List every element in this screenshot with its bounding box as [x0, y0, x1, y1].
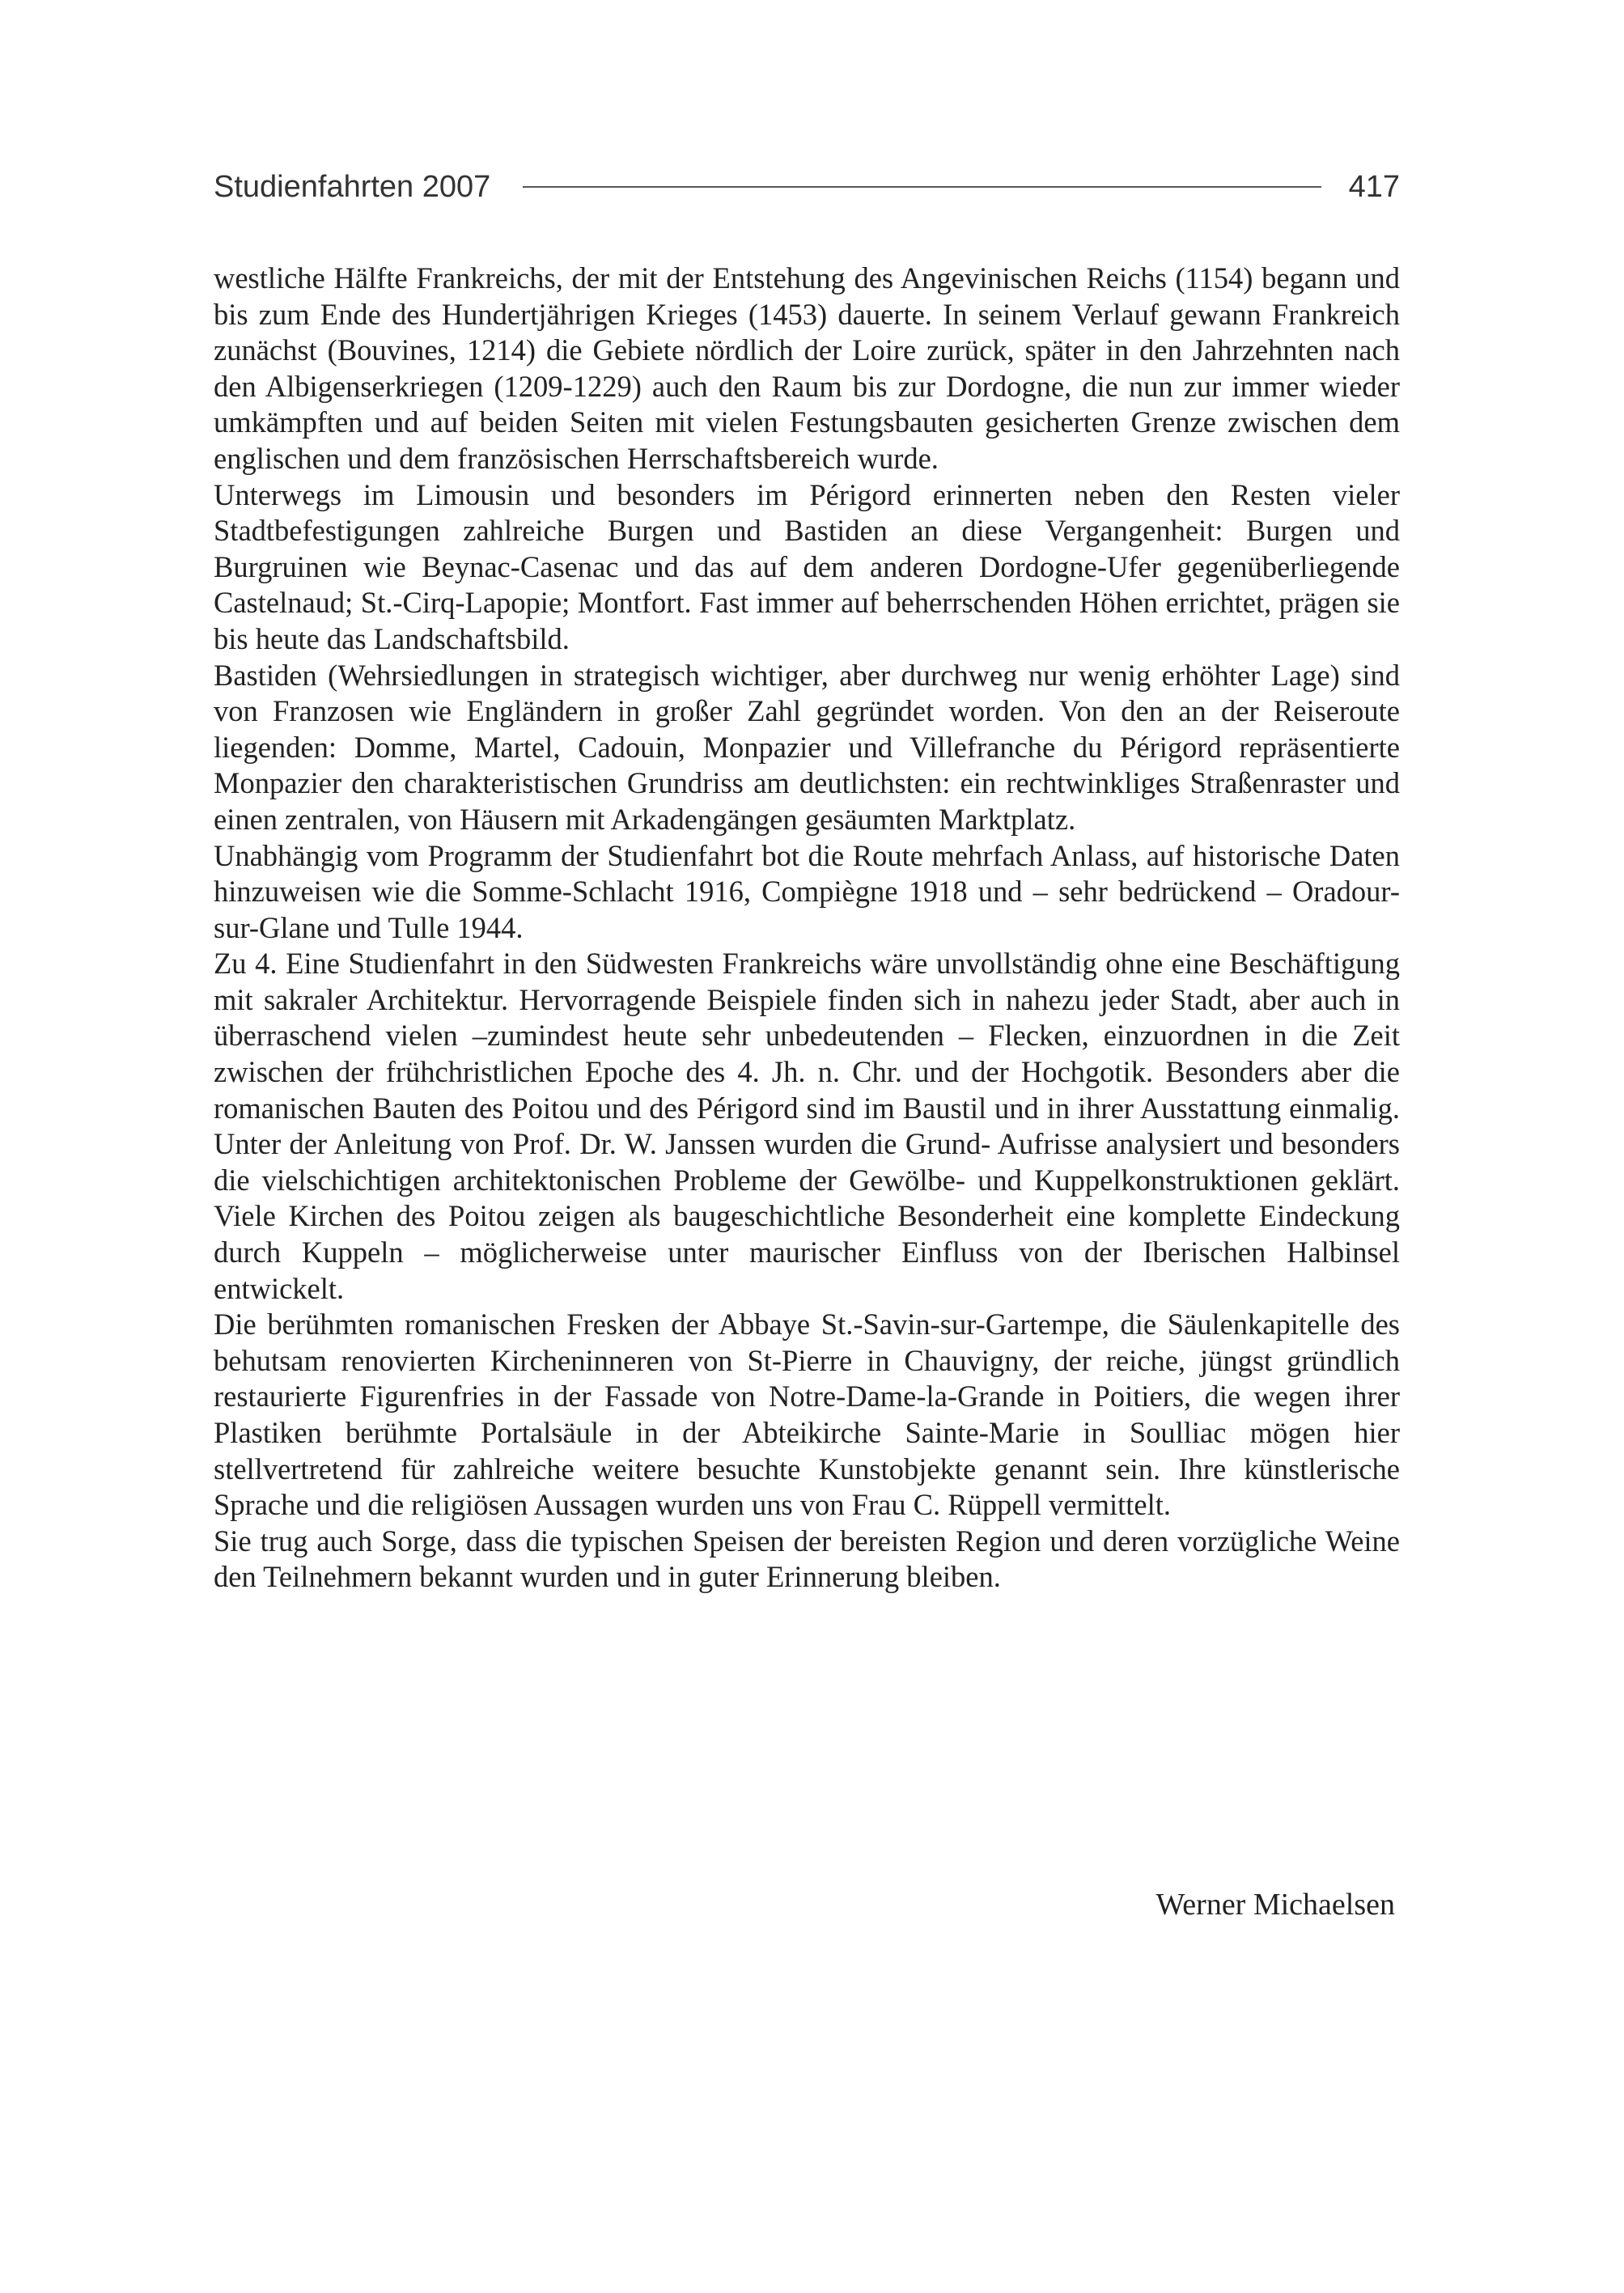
- page-number: 417: [1348, 169, 1400, 204]
- paragraph: westliche Hälfte Frankreichs, der mit der Entstehung des Angevinischen Reichs (1154) begann und bis zum Ende des Hundertjährigen Krieges (1453) dauerte. In seinem Verlauf gewann Frankreich zunächst (Bouvines, 1214) die Gebiete nördlich der Loire zurück, später in den Jahrzehnten nach den Albigenserkriegen (1209-1229) auch den Raum bis zur Dordogne, die nun zur immer wieder umkämpften und auf beiden Seiten mit vielen Festungsbauten gesicherten Grenze zwischen dem englischen und dem französischen Herrschaftsbereich wurde.: [214, 261, 1400, 475]
- running-header: [214, 159, 1400, 215]
- running-title: Studienfahrten 2007: [214, 169, 491, 204]
- paragraph: Unabhängig vom Programm der Studienfahrt bot die Route mehrfach Anlass, auf historische Daten hinzuweisen wie die Somme-Schlacht 1916, Compiègne 1918 und – sehr bedrückend – Oradour-sur-Glane und Tulle 1944.: [214, 838, 1400, 944]
- paragraph: Sie trug auch Sorge, dass die typischen Speisen der bereisten Region und deren vorzügliche Weine den Teilnehmern bekannt wurden und in guter Erinnerung bleiben.: [214, 1524, 1400, 1594]
- paragraph: Bastiden (Wehrsiedlungen in strategisch wichtiger, aber durchweg nur wenig erhöhter Lage) sind von Franzosen wie Engländern in großer Zahl gegründet worden. Von den an der Reiseroute liegenden: Domme, Martel, Cadouin, Monpazier und Villefranche du Périgord repräsentierte Monpazier den charakteristischen Grundriss am deutlichsten: ein rechtwinkliges Straßenraster und einen zentralen, von Häusern mit Arkadengängen gesäumten Marktplatz.: [214, 658, 1400, 836]
- article-body: [214, 261, 1400, 1596]
- paragraph: Zu 4. Eine Studienfahrt in den Südwesten Frankreichs wäre unvollständig ohne eine Beschäftigung mit sakraler Architektur. Hervorragende Beispiele finden sich in nahezu jeder Stadt, aber auch in überraschend vielen –zumindest heute sehr unbedeutenden – Flecken, einzuordnen in die Zeit zwischen der frühchristlichen Epoche des 4. Jh. n. Chr. und der Hochgotik. Besonders aber die romanischen Bauten des Poitou und des Périgord sind im Baustil und in ihrer Ausstattung einmalig. Unter der Anleitung von Prof. Dr. W. Janssen wurden die Grund- Aufrisse analysiert und besonders die vielschichtigen architektonischen Probleme der Gewölbe- und Kuppelkonstruktionen geklärt. Viele Kirchen des Poitou zeigen als baugeschichtliche Besonderheit eine komplette Eindeckung durch Kuppeln – möglicherweise unter maurischer Einfluss von der Iberischen Halbinsel entwickelt.: [214, 947, 1400, 1305]
- paragraph: Die berühmten romanischen Fresken der Abbaye St.-Savin-sur-Gartempe, die Säulenkapitelle des behutsam renovierten Kircheninneren von St-Pierre in Chauvigny, der reiche, jüngst gründlich restaurierte Figurenfries in der Fassade von Notre-Dame-la-Grande in Poitiers, die wegen ihrer Plastiken berühmte Portalsäule in der Abteikirche Sainte-Marie in Soulliac mögen hier stellvertretend für zahlreiche weitere besuchte Kunstobjekte genannt sein. Ihre künstlerische Sprache und die religiösen Aussagen wurden uns von Frau C. Rüppell vermittelt.: [214, 1308, 1400, 1522]
- author-signature: Werner Michaelsen: [1155, 1888, 1395, 1922]
- paragraph: Unterwegs im Limousin und besonders im Périgord erinnerten neben den Resten vieler Stadtbefestigungen zahlreiche Burgen und Bastiden an diese Vergangenheit: Burgen und Burgruinen wie Beynac-Casenac und das auf dem anderen Dordogne-Ufer gegenüberliegende Castelnaud; St.-Cirq-Lapopie; Montfort. Fast immer auf beherrschenden Höhen errichtet, prägen sie bis heute das Landschaftsbild.: [214, 477, 1400, 655]
- header-rule: [523, 186, 1321, 188]
